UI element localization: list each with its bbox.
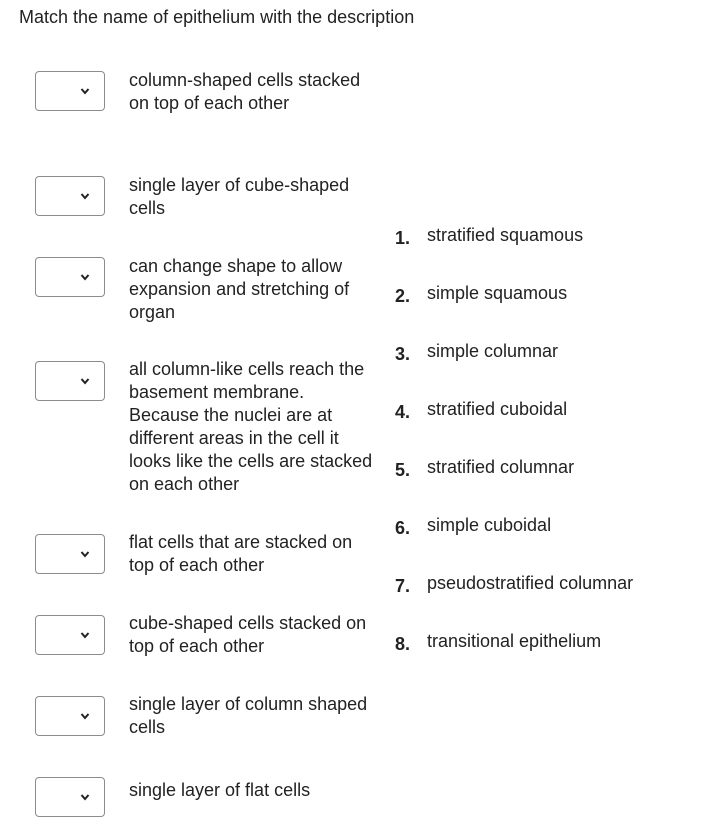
option-label: pseudostratified columnar	[427, 573, 634, 593]
answer-dropdown[interactable]	[35, 777, 105, 817]
description-text: cube-shaped cells stacked on top of each other	[129, 613, 367, 656]
option-number: 1.	[395, 228, 411, 248]
option-item	[395, 456, 705, 478]
option-number: 3.	[395, 344, 411, 364]
answer-dropdown[interactable]	[35, 534, 105, 574]
chevron-down-icon	[80, 792, 90, 802]
question-prompt: Match the name of epithelium with the description	[19, 7, 415, 27]
option-item	[395, 630, 705, 652]
answer-dropdown[interactable]	[35, 361, 105, 401]
description-text: single layer of column shaped cells	[129, 694, 368, 737]
answer-dropdown[interactable]	[35, 696, 105, 736]
option-item	[395, 572, 705, 594]
option-label: transitional epithelium	[427, 631, 602, 651]
option-item	[395, 282, 705, 304]
chevron-down-icon	[80, 272, 90, 282]
option-number: 6.	[395, 518, 411, 538]
answer-dropdown[interactable]	[35, 176, 105, 216]
description-text: column-shaped cells stacked on top of each other	[129, 70, 361, 113]
description-text: single layer of flat cells	[129, 780, 311, 800]
chevron-down-icon	[80, 630, 90, 640]
option-label: simple columnar	[427, 341, 559, 361]
option-item	[395, 224, 705, 246]
option-number: 5.	[395, 460, 411, 480]
answer-dropdown[interactable]	[35, 615, 105, 655]
option-item	[395, 398, 705, 420]
description-text: flat cells that are stacked on top of each other	[129, 532, 353, 575]
option-label: stratified cuboidal	[427, 399, 568, 419]
option-label: stratified columnar	[427, 457, 575, 477]
option-label: stratified squamous	[427, 225, 584, 245]
option-item	[395, 340, 705, 362]
option-label: simple squamous	[427, 283, 568, 303]
option-item	[395, 514, 705, 536]
option-label: simple cuboidal	[427, 515, 552, 535]
option-number: 8.	[395, 634, 411, 654]
chevron-down-icon	[80, 376, 90, 386]
option-number: 4.	[395, 402, 411, 422]
chevron-down-icon	[80, 86, 90, 96]
description-text: single layer of cube-shaped cells	[129, 175, 350, 218]
chevron-down-icon	[80, 191, 90, 201]
chevron-down-icon	[80, 549, 90, 559]
answer-dropdown[interactable]	[35, 71, 105, 111]
option-number: 2.	[395, 286, 411, 306]
chevron-down-icon	[80, 711, 90, 721]
option-number: 7.	[395, 576, 411, 596]
description-text: can change shape to allow expansion and stretching of organ	[129, 256, 350, 322]
description-text: all column-like cells reach the basement membrane. Because the nuclei are at different areas in the cell it looks like the cells are stacked on each other	[129, 359, 373, 494]
answer-dropdown[interactable]	[35, 257, 105, 297]
